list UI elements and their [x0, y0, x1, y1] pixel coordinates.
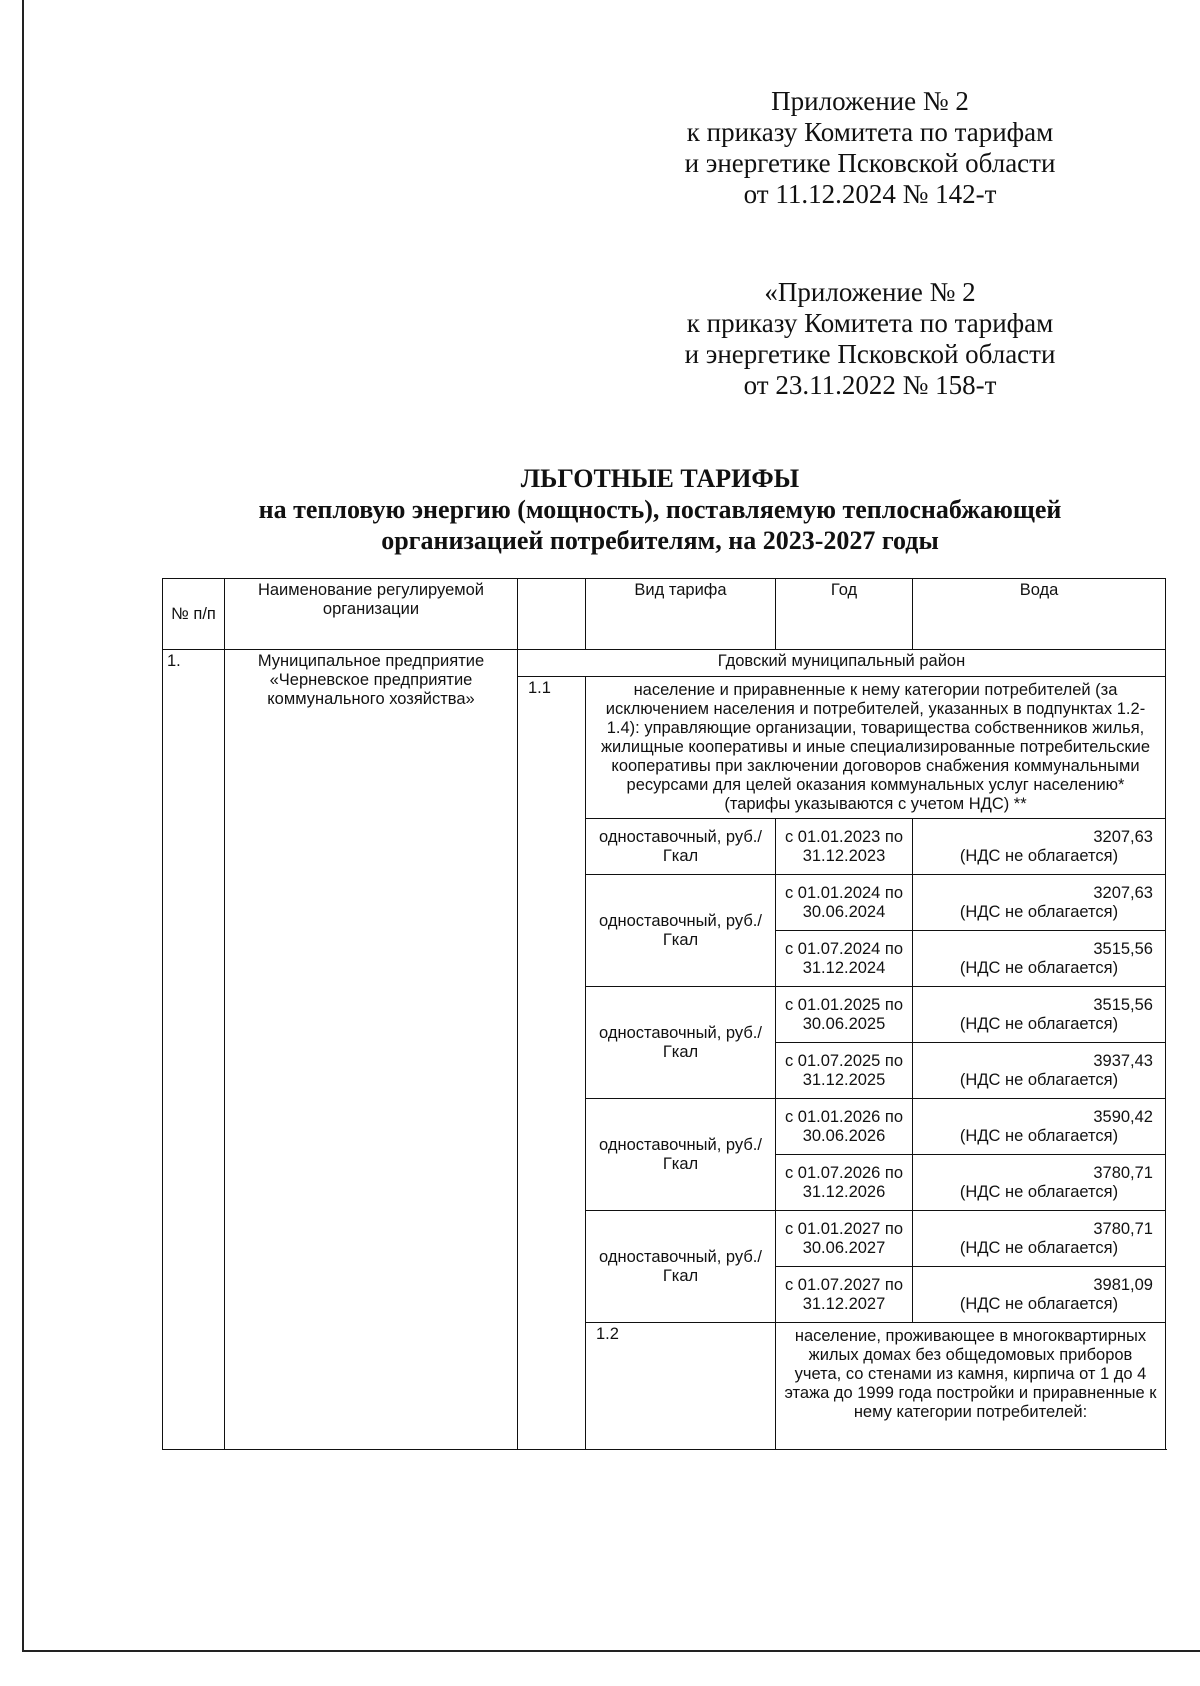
tariff-period: с 01.07.2027 по 31.12.2027	[776, 1267, 913, 1323]
tariff-value-cell	[913, 987, 1166, 1043]
subitem-number: 1.2	[586, 1323, 776, 1450]
tariff-value-cell	[913, 1211, 1166, 1267]
tariff-value-cell	[913, 1155, 1166, 1211]
tariff-value-cell	[913, 1267, 1166, 1323]
tariff-value-cell	[913, 931, 1166, 987]
annex-line: и энергетике Псковской области	[684, 148, 1056, 178]
tariff-vat-note: (НДС не облагается)	[959, 1182, 1119, 1201]
tariff-period: с 01.01.2024 по 30.06.2024	[776, 875, 913, 931]
header-year: Год	[776, 579, 913, 650]
annex-line: от 23.11.2022 № 158-т	[743, 370, 997, 400]
header-water: Вода	[913, 579, 1166, 650]
organization-name: Муниципальное предприятие «Черневское предприятие коммунального хозяйства»	[225, 650, 518, 1450]
annex-header-current	[640, 86, 1100, 210]
tariff-value: 3207,63	[1093, 827, 1153, 846]
table-row	[163, 650, 1166, 677]
tariff-period: с 01.07.2024 по 31.12.2024	[776, 931, 913, 987]
tariff-value: 3780,71	[1093, 1219, 1153, 1238]
annex-line: «Приложение № 2	[764, 277, 976, 307]
tariff-vat-note: (НДС не облагается)	[959, 1070, 1119, 1089]
tariff-type: одноставочный, руб./Гкал	[586, 987, 776, 1099]
tariff-vat-note: (НДС не облагается)	[959, 1126, 1119, 1145]
annex-line: и энергетике Псковской области	[684, 339, 1056, 369]
table-header-row	[163, 579, 1166, 650]
tariff-value-cell	[913, 819, 1166, 875]
tariff-vat-note: (НДС не облагается)	[959, 1294, 1119, 1313]
header-org: Наименование регулируемой организации	[225, 579, 518, 650]
tariff-value: 3937,43	[1093, 1051, 1153, 1070]
annex-line: от 11.12.2024 № 142-т	[743, 179, 997, 209]
header-tariff-type: Вид тарифа	[586, 579, 776, 650]
tariff-vat-note: (НДС не облагается)	[959, 1014, 1119, 1033]
header-num: № п/п	[163, 579, 225, 650]
consumer-category: население, проживающее в многоквартирных жилых домах без общедомовых приборов учета, со стенами из камня, кирпича от 1 до 4 этажа до 1999 года постройки и приравненные к нему категории потребителей:	[776, 1323, 1166, 1450]
subitem-number: 1.1	[518, 677, 586, 1450]
tariff-vat-note: (НДС не облагается)	[959, 958, 1119, 977]
title-line: ЛЬГОТНЫЕ ТАРИФЫ	[520, 464, 800, 493]
district-name: Гдовский муниципальный район	[518, 650, 1166, 677]
tariff-value: 3515,56	[1093, 995, 1153, 1014]
title-line: организацией потребителям, на 2023-2027 годы	[381, 526, 939, 555]
tariff-type: одноставочный, руб./Гкал	[586, 875, 776, 987]
tariff-table	[162, 578, 1166, 1450]
tariff-value: 3981,09	[1093, 1275, 1153, 1294]
scan-edge-left	[22, 0, 24, 1650]
tariff-type: одноставочный, руб./Гкал	[586, 819, 776, 875]
tariff-period: с 01.07.2025 по 31.12.2025	[776, 1043, 913, 1099]
tariff-period: с 01.01.2023 по 31.12.2023	[776, 819, 913, 875]
tariff-value: 3590,42	[1093, 1107, 1153, 1126]
tariff-vat-note: (НДС не облагается)	[959, 846, 1119, 865]
header-blank	[518, 579, 586, 650]
tariff-value: 3207,63	[1093, 883, 1153, 902]
tariff-value: 3780,71	[1093, 1163, 1153, 1182]
tariff-vat-note: (НДС не облагается)	[959, 902, 1119, 921]
tariff-value: 3515,56	[1093, 939, 1153, 958]
tariff-type: одноставочный, руб./Гкал	[586, 1211, 776, 1323]
tariff-period: с 01.01.2026 по 30.06.2026	[776, 1099, 913, 1155]
tariff-value-cell	[913, 1043, 1166, 1099]
consumer-category: население и приравненные к нему категории потребителей (за исключением населения и потребителей, указанных в подпунктах 1.2-1.4): управляющие организации, товарищества собственников жилья, жилищные кооперативы и иные специализированные потребительские кооперативы при заключении договоров снабжения коммунальными ресурсами для целей оказания коммунальных услуг населению* (тарифы указываются с учетом НДС) **	[586, 677, 1166, 819]
scan-edge-bottom	[22, 1650, 1200, 1652]
tariff-period: с 01.01.2025 по 30.06.2025	[776, 987, 913, 1043]
annex-header-previous	[640, 277, 1100, 401]
annex-line: Приложение № 2	[771, 86, 969, 116]
document-title	[180, 463, 1140, 556]
tariff-vat-note: (НДС не облагается)	[959, 1238, 1119, 1257]
tariff-type: одноставочный, руб./Гкал	[586, 1099, 776, 1211]
title-line: на тепловую энергию (мощность), поставляемую теплоснабжающей	[258, 495, 1062, 524]
row-number: 1.	[163, 650, 225, 1450]
tariff-value-cell	[913, 875, 1166, 931]
annex-line: к приказу Комитета по тарифам	[686, 117, 1054, 147]
tariff-period: с 01.01.2027 по 30.06.2027	[776, 1211, 913, 1267]
tariff-value-cell	[913, 1099, 1166, 1155]
tariff-period: с 01.07.2026 по 31.12.2026	[776, 1155, 913, 1211]
annex-line: к приказу Комитета по тарифам	[686, 308, 1054, 338]
